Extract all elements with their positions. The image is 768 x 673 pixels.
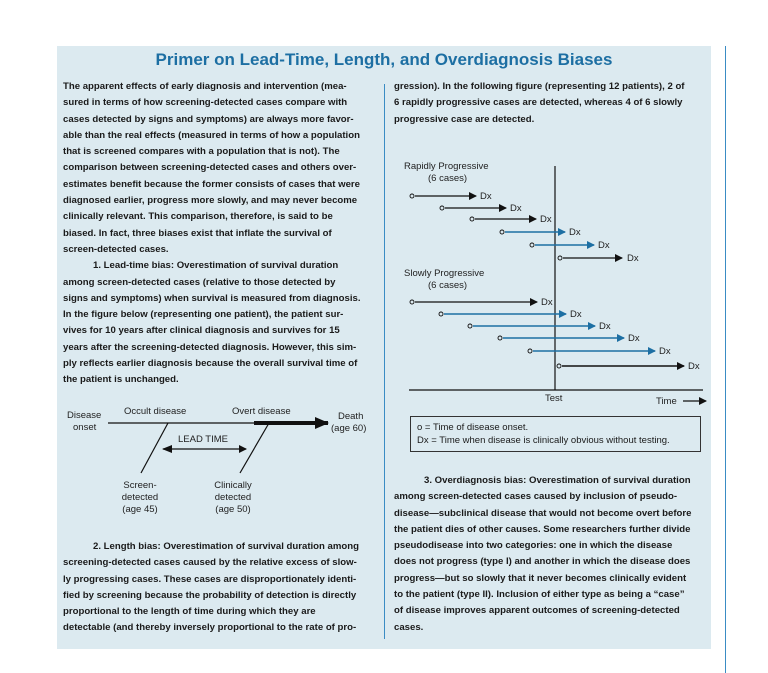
time-label: Time <box>656 396 677 407</box>
dx-label: Dx <box>569 227 581 238</box>
dx-label: Dx <box>570 309 582 320</box>
death-age-label: (age 60) <box>331 423 367 434</box>
text-line: ly progressing cases. These cases are disproportionately identi- <box>63 573 357 585</box>
text-line: does not progress (type I) and another in which the disease does <box>394 556 691 568</box>
text-line: that is screened compares with a population that is not). The <box>63 146 340 158</box>
text-line: among screen-detected cases caused by inclusion of pseudo- <box>394 491 678 503</box>
rapid-label: Rapidly Progressive <box>404 161 489 172</box>
rapid-count-label: (6 cases) <box>428 173 468 184</box>
clinically-detected-label: Clinically <box>214 480 252 491</box>
overt-disease-label: Overt disease <box>232 406 291 417</box>
dx-label: Dx <box>541 297 553 308</box>
text-line: to the patient (type II). Inclusion of either type as being a “case” <box>394 589 685 601</box>
text-line: screening-detected cases caused by the relative excess of slow- <box>63 557 357 569</box>
legend-dx: Dx = Time when disease is clinically obvious without testing. <box>417 435 670 446</box>
text-line: cases detected by signs and symptoms) are always more favor- <box>63 113 354 125</box>
dx-label: Dx <box>628 333 640 344</box>
screen-detected-label: Screen- <box>123 480 157 491</box>
rapid-case-2 <box>440 203 522 214</box>
onset-marker <box>498 336 502 340</box>
onset-marker <box>468 324 472 328</box>
text-line: among screen-detected cases (relative to those detected by <box>63 276 336 288</box>
slow-case-3 <box>468 321 611 332</box>
slow-case-1 <box>410 297 553 308</box>
text-line: estimates benefit because the former consists of cases that were <box>63 178 360 190</box>
text-line: biased. In fact, three biases exist that inflate the survival of <box>63 227 332 239</box>
screen-detected-label-2: detected <box>121 492 159 503</box>
text-line: the patient dies of other causes. Some researchers further divide <box>394 523 691 535</box>
text-line: progressive case are detected. <box>394 113 535 125</box>
lead-time-label: LEAD TIME <box>178 434 228 445</box>
onset-marker <box>528 349 532 353</box>
onset-marker <box>410 300 414 304</box>
onset-marker <box>439 312 443 316</box>
text-line: ply reflects earlier diagnosis because the overall survival time of <box>63 358 358 370</box>
death-label: Death <box>338 411 364 422</box>
text-line: of disease improves apparent outcomes of screening-detected <box>394 605 680 617</box>
disease-onset-label: Disease <box>67 410 102 421</box>
slow-case-6 <box>557 361 700 372</box>
dx-label: Dx <box>540 214 552 225</box>
text-line: years after the screening-detected diagnosis. However, this sim- <box>63 341 357 353</box>
rapid-case-1 <box>410 191 492 202</box>
slow-count-label: (6 cases) <box>428 280 468 291</box>
text-line: fied by screening because the probability of detection is directly <box>63 589 357 601</box>
onset-marker <box>500 230 504 234</box>
onset-marker <box>557 364 561 368</box>
slow-case-2 <box>439 309 582 320</box>
onset-marker <box>440 206 444 210</box>
dx-label: Dx <box>627 253 639 264</box>
rapid-case-5 <box>530 240 610 251</box>
disease-onset-label-2: onset <box>73 422 97 433</box>
text-line: gression). In the following figure (representing 12 patients), 2 of <box>394 81 685 92</box>
text-line: progress—but so slowly that it never becomes clinically evident <box>394 572 687 584</box>
rapid-case-6 <box>558 253 639 264</box>
text-line: 2. Length bias: Overestimation of survival duration among <box>93 541 360 552</box>
text-line: able than the real effects (measured in terms of how a population <box>63 129 360 141</box>
text-line: sured in terms of how screening-detected cases compare with <box>63 97 348 109</box>
onset-marker <box>558 256 562 260</box>
text-line: signs and symptoms) when survival is measured from diagnosis. <box>63 292 361 304</box>
text-line: the patient is unchanged. <box>63 374 179 386</box>
legend-onset: o = Time of disease onset. <box>417 422 529 433</box>
text-line: proportional to the length of time during which they are <box>63 606 316 618</box>
slow-case-5 <box>528 346 671 357</box>
onset-marker <box>410 194 414 198</box>
slow-case-4 <box>498 333 640 344</box>
dx-label: Dx <box>659 346 671 357</box>
dx-label: Dx <box>599 321 611 332</box>
onset-marker <box>530 243 534 247</box>
text-line: In the figure below (representing one patient), the patient sur- <box>63 309 344 321</box>
test-label: Test <box>545 393 563 404</box>
occult-disease-label: Occult disease <box>124 406 187 417</box>
text-line: detectable (and thereby inversely proportional to the rate of pro- <box>63 622 357 634</box>
text-line: 1. Lead-time bias: Overestimation of survival duration <box>93 260 339 272</box>
figure-legend <box>410 416 701 452</box>
rapid-case-3 <box>470 214 552 225</box>
slow-label: Slowly Progressive <box>404 268 485 279</box>
text-line: pseudodisease into two categories: one in which the disease <box>394 540 673 552</box>
clinically-detected-age: (age 50) <box>215 504 251 515</box>
text-line: disease—subclinical disease that would not become overt before <box>394 507 692 519</box>
text-line: cases. <box>394 621 424 633</box>
page-title: Primer on Lead-Time, Length, and Overdiagnosis Biases <box>155 50 613 69</box>
text-line: diagnosed earlier, progress more slowly, and may never become <box>63 195 358 207</box>
screen-detected-age: (age 45) <box>122 504 158 515</box>
text-line: clinically relevant. This comparison, therefore, is said to be <box>63 211 333 223</box>
onset-marker <box>470 217 474 221</box>
dx-label: Dx <box>688 361 700 372</box>
rapid-case-4 <box>500 227 581 238</box>
text-line: screen-detected cases. <box>63 243 169 255</box>
text-line: comparison between screening-detected cases and others over- <box>63 162 357 174</box>
text-line: vives for 10 years after clinical diagnosis and survives for 15 <box>63 325 340 337</box>
dx-label: Dx <box>598 240 610 251</box>
text-line: 3. Overdiagnosis bias: Overestimation of survival duration <box>424 475 691 486</box>
text-line: The apparent effects of early diagnosis and intervention (mea- <box>63 81 347 92</box>
dx-label: Dx <box>480 191 492 202</box>
clinically-detected-label-2: detected <box>214 492 252 503</box>
text-line: 6 rapidly progressive cases are detected, whereas 4 of 6 slowly <box>394 97 683 109</box>
dx-label: Dx <box>510 203 522 214</box>
